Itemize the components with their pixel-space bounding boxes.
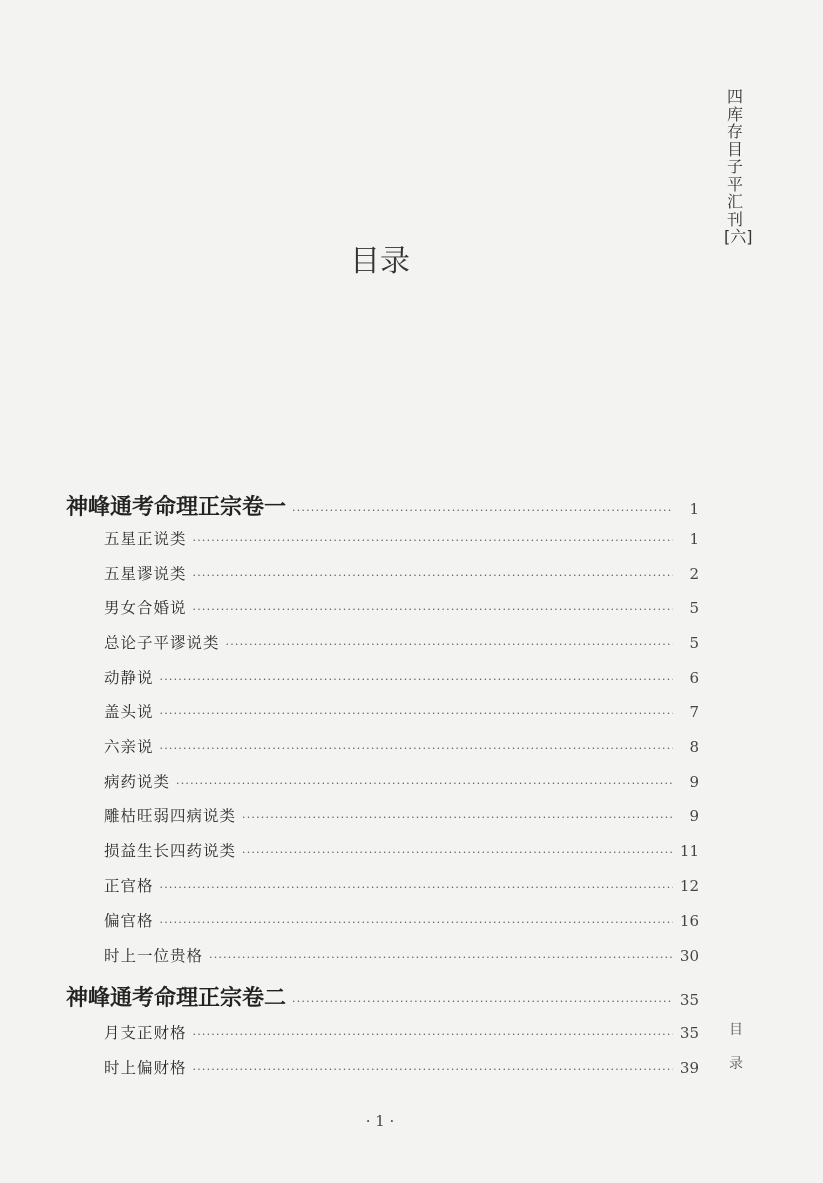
toc-entry[interactable] xyxy=(104,527,699,557)
toc-entry[interactable] xyxy=(104,1021,699,1051)
toc-entry[interactable] xyxy=(104,804,699,834)
toc-entry[interactable] xyxy=(104,909,699,939)
toc-entry[interactable] xyxy=(104,839,699,869)
toc-page-number: 5 xyxy=(689,634,699,652)
page-title: 目录 xyxy=(350,244,410,279)
dot-leader xyxy=(160,707,673,720)
toc-page-number: 12 xyxy=(679,877,699,895)
section-marker: 目录 xyxy=(729,1022,743,1072)
dot-leader xyxy=(193,603,673,616)
toc-page-number: 11 xyxy=(679,842,699,860)
dot-leader xyxy=(242,846,673,859)
toc-label: 病药说类 xyxy=(104,773,171,791)
toc-entry[interactable] xyxy=(104,700,699,730)
toc-entry[interactable] xyxy=(104,631,699,661)
toc-label: 偏官格 xyxy=(104,912,154,930)
dot-leader xyxy=(160,673,673,686)
toc-label: 五星谬说类 xyxy=(104,565,187,583)
toc-page-number: 5 xyxy=(689,599,699,617)
toc-label: 神峰通考命理正宗卷二 xyxy=(66,985,287,1011)
dot-leader xyxy=(242,811,673,824)
dot-leader xyxy=(209,951,673,964)
toc-label: 雕枯旺弱四病说类 xyxy=(104,807,237,825)
dot-leader xyxy=(193,1028,673,1041)
toc-page-number: 16 xyxy=(679,912,699,930)
toc-label: 神峰通考命理正宗卷一 xyxy=(66,494,287,520)
toc-entry[interactable] xyxy=(104,562,699,592)
dot-leader xyxy=(193,1063,673,1076)
dot-leader xyxy=(176,777,673,790)
toc-entry[interactable] xyxy=(104,735,699,765)
toc-page-number: 7 xyxy=(689,703,699,721)
toc-entry[interactable] xyxy=(104,596,699,626)
toc-page-number: 1 xyxy=(689,500,699,518)
dot-leader xyxy=(292,504,673,517)
toc-page-number: 35 xyxy=(679,1024,699,1042)
dot-leader xyxy=(160,881,673,894)
toc-entry[interactable] xyxy=(104,944,699,974)
toc-label: 动静说 xyxy=(104,669,154,687)
toc-label: 损益生长四药说类 xyxy=(104,842,237,860)
toc-page-number: 9 xyxy=(689,807,699,825)
toc-page-number: 35 xyxy=(679,991,699,1009)
toc-label: 正官格 xyxy=(104,877,154,895)
series-title: 四库存目子平汇刊[六] xyxy=(724,87,753,246)
toc-label: 时上偏财格 xyxy=(104,1059,187,1077)
toc-page-number: 2 xyxy=(689,565,699,583)
dot-leader xyxy=(160,916,673,929)
toc-label: 五星正说类 xyxy=(104,530,187,548)
dot-leader xyxy=(193,534,673,547)
dot-leader xyxy=(193,569,673,582)
toc-page-number: 39 xyxy=(679,1059,699,1077)
toc-page-number: 30 xyxy=(679,947,699,965)
dot-leader xyxy=(226,638,673,651)
toc-label: 时上一位贵格 xyxy=(104,947,204,965)
toc-label: 总论子平谬说类 xyxy=(104,634,220,652)
dot-leader xyxy=(160,742,673,755)
toc-page-number: 6 xyxy=(689,669,699,687)
page-number: · 1 · xyxy=(365,1112,395,1130)
toc-page-number: 9 xyxy=(689,773,699,791)
toc-label: 月支正财格 xyxy=(104,1024,187,1042)
toc-label: 盖头说 xyxy=(104,703,154,721)
toc-volume[interactable] xyxy=(66,981,699,1011)
toc-entry[interactable] xyxy=(104,666,699,696)
toc-entry[interactable] xyxy=(104,770,699,800)
toc-label: 男女合婚说 xyxy=(104,599,187,617)
toc-entry[interactable] xyxy=(104,874,699,904)
toc-label: 六亲说 xyxy=(104,738,154,756)
dot-leader xyxy=(292,995,673,1008)
toc-entry[interactable] xyxy=(104,1056,699,1086)
toc-volume[interactable] xyxy=(66,490,699,520)
toc-page-number: 8 xyxy=(689,738,699,756)
toc-page-number: 1 xyxy=(689,530,699,548)
